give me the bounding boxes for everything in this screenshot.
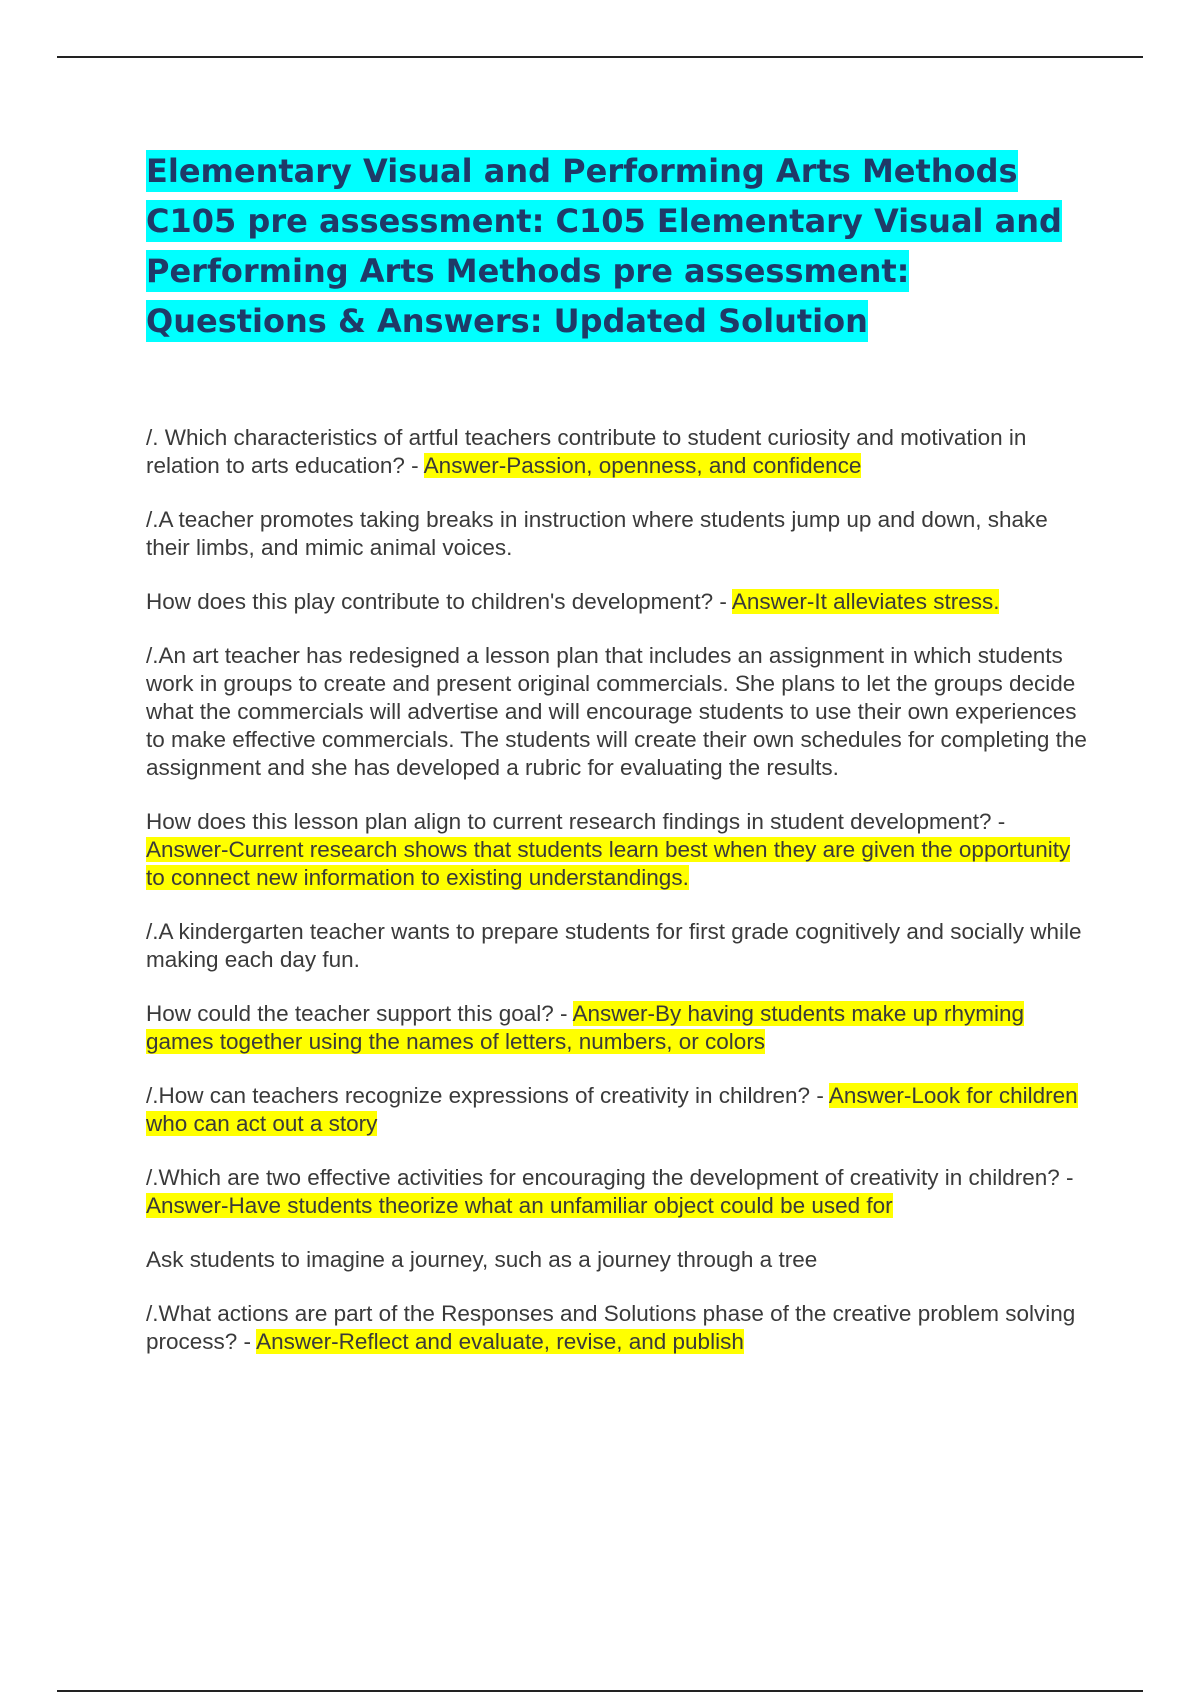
question-text: Ask students to imagine a journey, such as a journey through a tree xyxy=(146,1247,818,1272)
qa-paragraph xyxy=(146,918,1091,974)
title-highlight: Elementary Visual and Performing Arts Methods C105 pre assessment: C105 Elementary Visual and Performing Arts Methods pre assessment: Questions & Answers: Updated Solution xyxy=(146,152,1062,340)
qa-paragraph xyxy=(146,588,1091,616)
question-text: /. Which characteristics of artful teachers contribute to student curiosity and motivation in relation to arts education? - xyxy=(146,425,1027,478)
qa-paragraph xyxy=(146,506,1091,562)
answer-highlight: Answer-It alleviates stress. xyxy=(731,589,1000,614)
bottom-divider xyxy=(57,1690,1143,1692)
qa-paragraph xyxy=(146,642,1091,782)
question-text: /.An art teacher has redesigned a lesson plan that includes an assignment in which students work in groups to create and present original commercials. She plans to let the groups decide what the commercials will advertise and will encourage students to use their own experiences to make effective commercials. The students will create their own schedules for completing the assignment and she has developed a rubric for evaluating the results. xyxy=(146,643,1087,780)
question-text: /.Which are two effective activities for encouraging the development of creativity in children? - xyxy=(146,1165,1074,1190)
question-text: How does this lesson plan align to current research findings in student development? - xyxy=(146,809,1006,834)
document-title xyxy=(146,146,1076,346)
answer-highlight: Answer-Reflect and evaluate, revise, and publish xyxy=(256,1329,744,1354)
qa-paragraph xyxy=(146,1246,1091,1274)
answer-highlight: Answer-Passion, openness, and confidence xyxy=(423,453,862,478)
answer-highlight: Answer-By having students make up rhyming games together using the names of letters, numbers, or colors xyxy=(146,1001,1024,1054)
answer-highlight: Answer-Look for children who can act out a story xyxy=(146,1083,1078,1136)
qa-content xyxy=(146,424,1091,1382)
answer-highlight: Answer-Current research shows that students learn best when they are given the opportunity to connect new information to existing understandings. xyxy=(146,837,1071,890)
question-text: /.A teacher promotes taking breaks in instruction where students jump up and down, shake their limbs, and mimic animal voices. xyxy=(146,507,1048,560)
question-text: How does this play contribute to children's development? - xyxy=(146,589,732,614)
qa-paragraph xyxy=(146,1164,1091,1220)
question-text: /.How can teachers recognize expressions of creativity in children? - xyxy=(146,1083,829,1108)
qa-paragraph xyxy=(146,1082,1091,1138)
question-text: How could the teacher support this goal? - xyxy=(146,1001,573,1026)
qa-paragraph xyxy=(146,1300,1091,1356)
qa-paragraph xyxy=(146,424,1091,480)
qa-paragraph xyxy=(146,1000,1091,1056)
question-text: /.A kindergarten teacher wants to prepare students for first grade cognitively and socially while making each day fun. xyxy=(146,919,1082,972)
answer-highlight: Answer-Have students theorize what an unfamiliar object could be used for xyxy=(146,1193,893,1218)
qa-paragraph xyxy=(146,808,1091,892)
question-text: /.What actions are part of the Responses and Solutions phase of the creative problem solving process? - xyxy=(146,1301,1076,1354)
top-divider xyxy=(57,56,1143,58)
